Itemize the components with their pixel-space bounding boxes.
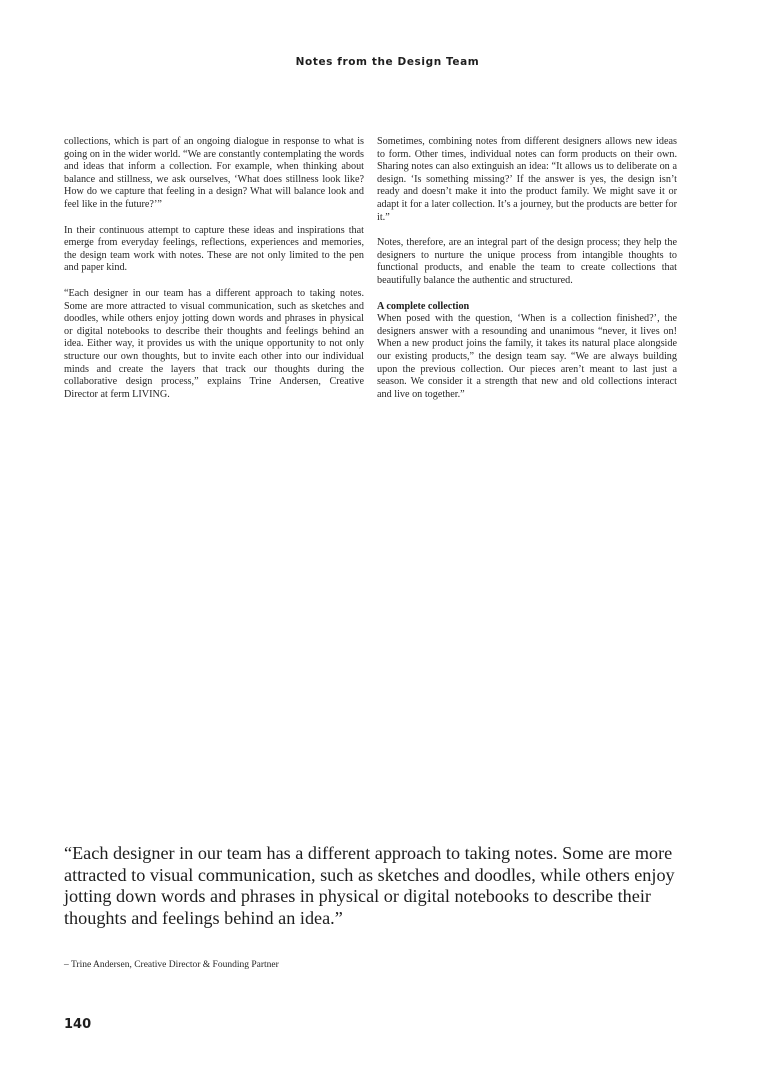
quote-attribution: – Trine Andersen, Creative Director & Founding Partner — [64, 960, 279, 970]
body-paragraph: “Each designer in our team has a different approach to taking notes. Some are more attracted to visual communication, such as sketches and doodles, while others enjoy jotting down words and phrases in physical or digital notebooks to describe their thoughts and feelings behind an idea. Either way, it provides us with the unique opportunity to not only structure our own thoughts, but to invite each other into our individual minds and create the layers that track our thoughts during the collaborative design process,” explains Trine Andersen, Creative Director at ferm LIVING. — [64, 287, 364, 400]
body-paragraph: In their continuous attempt to capture these ideas and inspirations that emerge from everyday feelings, reflections, experiences and memories, the design team work with notes. These are not only limited to the pen and paper kind. — [64, 224, 364, 274]
body-paragraph: When posed with the question, ‘When is a collection finished?’, the designers answer with a resounding and unanimous “never, it lives on! When a new product joins the family, it takes its natural place alongside our existing products,” the design team say. “We are always building upon the previous collection. Our pieces aren’t meant to last just a season. We consider it a strength that new and old collections interact and live on together.” — [377, 313, 677, 400]
section-heading: A complete collection — [377, 300, 470, 312]
right-column — [377, 136, 677, 414]
body-paragraph: Notes, therefore, are an integral part of the design process; they help the designers to nurture the unique process from intangible thoughts to functional products, and enable the team to create collections that beautifully balance the authentic and structured. — [377, 237, 677, 286]
pull-quote: “Each designer in our team has a different approach to taking notes. Some are more attracted to visual communication, such as sketches and doodles, while others enjoy jotting down words and phrases in physical or digital notebooks to describe their thoughts and feelings behind an idea.” — [64, 843, 675, 928]
body-paragraph: Sometimes, combining notes from different designers allows new ideas to form. Other times, individual notes can form products on their own. Sharing notes can also extinguish an idea: “It allows us to deliberate on a design. ‘Is something missing?’ If the answer is yes, the design isn’t ready and doesn’t make it into the product family. We might save it or adapt it for a later collection. It’s a journey, but the products are better for it.” — [377, 136, 677, 223]
left-column — [64, 136, 364, 414]
page-number: 140 — [64, 1017, 92, 1032]
running-header: Notes from the Design Team — [295, 56, 480, 68]
body-paragraph: collections, which is part of an ongoing dialogue in response to what is going on in the wider world. “We are constantly contemplating the words and ideas that inform a collection. For example, when thinking about balance and stillness, we ask ourselves, ‘What does stillness look like? How do we capture that feeling in a design? What will balance look and feel like in the future?’” — [64, 136, 364, 210]
